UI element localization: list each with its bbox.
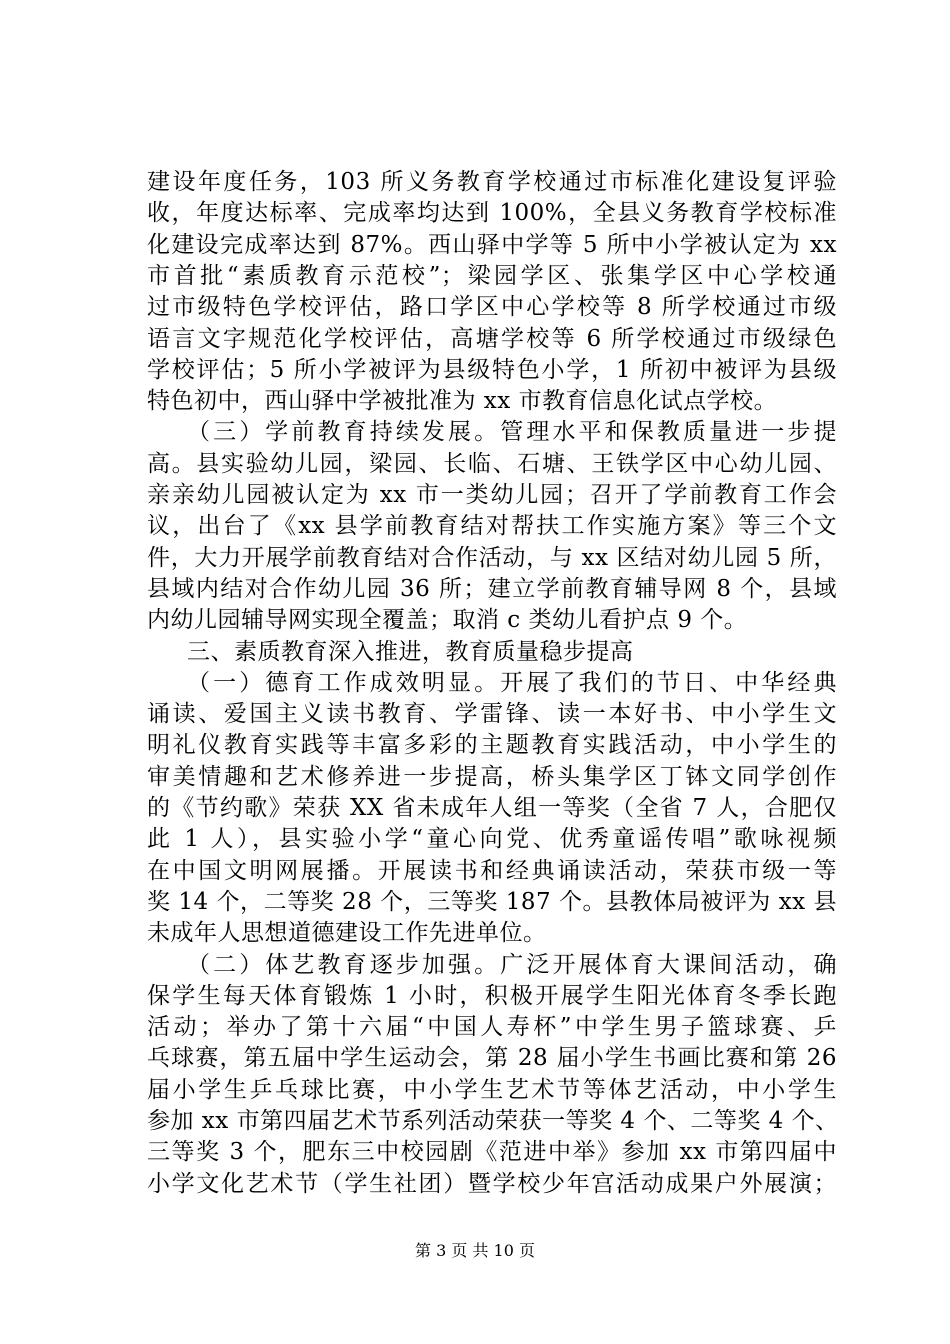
text-line: 化建设完成率达到 87%。西山驿中学等 5 所中小学被认定为 xx xyxy=(147,231,837,258)
page-footer: 第 3 页 共 10 页 xyxy=(415,1241,535,1260)
text-line: 高。县实验幼儿园，梁园、长临、石塘、王铁学区中心幼儿园、 xyxy=(147,450,837,477)
text-line: 过市级特色学校评估，路口学区中心学校等 8 所学校通过市级 xyxy=(147,294,837,321)
text-line: 三等奖 3 个，肥东三中校园剧《范进中举》参加 xx 市第四届中 xyxy=(147,1139,837,1166)
text-line: 奖 14 个，二等奖 28 个，三等奖 187 个。县教体局被评为 xx 县 xyxy=(147,888,837,915)
text-line: 特色初中，西山驿中学被批准为 xx 市教育信息化试点学校。 xyxy=(147,388,778,415)
text-line: 件，大力开展学前教育结对合作活动，与 xx 区结对幼儿园 5 所， xyxy=(147,544,837,571)
text-line: 市首批“素质教育示范校”；梁园学区、张集学区中心学校通 xyxy=(147,262,837,289)
text-line: （三）学前教育持续发展。管理水平和保教质量进一步提 xyxy=(187,419,837,446)
text-line: 参加 xx 市第四届艺术节系列活动荣获一等奖 4 个、二等奖 4 个、 xyxy=(147,1108,839,1134)
text-line: 议，出台了《xx 县学前教育结对帮扶工作实施方案》等三个文 xyxy=(147,513,837,540)
text-line: 三、素质教育深入推进，教育质量稳步提高 xyxy=(187,638,634,665)
text-line: （二）体艺教育逐步加强。广泛开展体育大课间活动，确 xyxy=(187,951,837,978)
text-line: 审美情趣和艺术修养进一步提高，桥头集学区丁钵文同学创作 xyxy=(147,763,837,790)
text-line: 诵读、爱国主义读书教育、学雷锋、读一本好书、中小学生文 xyxy=(147,701,837,728)
text-line: 明礼仪教育实践等丰富多彩的主题教育实践活动，中小学生的 xyxy=(147,732,837,759)
text-line: 学校评估；5 所小学被评为县级特色小学，1 所初中被评为县级 xyxy=(147,356,837,383)
text-line: 亲亲幼儿园被认定为 xx 市一类幼儿园；召开了学前教育工作会 xyxy=(147,482,837,508)
text-line: 的《节约歌》荣获 XX 省未成年人组一等奖（全省 7 人，合肥仅 xyxy=(147,795,837,821)
text-line: 县域内结对合作幼儿园 36 所；建立学前教育辅导网 8 个，县域 xyxy=(147,575,837,602)
text-line: 语言文字规范化学校评估，高塘学校等 6 所学校通过市级绿色 xyxy=(147,325,837,352)
text-line: 建设年度任务，103 所义务教育学校通过市标准化建设复评验 xyxy=(147,169,837,195)
text-line: 活动；举办了第十六届“中国人寿杯”中学生男子篮球赛、乒 xyxy=(147,1014,837,1041)
text-line: （一）德育工作成效明显。开展了我们的节日、中华经典 xyxy=(187,669,837,696)
text-line: 收，年度达标率、完成率均达到 100%，全县义务教育学校标准 xyxy=(147,200,837,227)
text-line: 乓球赛，第五届中学生运动会，第 28 届小学生书画比赛和第 26 xyxy=(147,1045,837,1072)
text-line: 此 1 人），县实验小学“童心向党、优秀童谣传唱”歌咏视频 xyxy=(147,826,837,853)
text-line: 小学文化艺术节（学生社团）暨学校少年宫活动成果户外展演； xyxy=(147,1170,837,1197)
text-line: 内幼儿园辅导网实现全覆盖；取消 c 类幼儿看护点 9 个。 xyxy=(147,607,748,634)
text-line: 未成年人思想道德建设工作先进单位。 xyxy=(147,920,547,947)
text-line: 保学生每天体育锻炼 1 小时，积极开展学生阳光体育冬季长跑 xyxy=(147,982,837,1009)
text-line: 在中国文明网展播。开展读书和经典诵读活动，荣获市级一等 xyxy=(147,857,837,884)
text-line: 届小学生乒乓球比赛，中小学生艺术节等体艺活动，中小学生 xyxy=(147,1076,837,1103)
